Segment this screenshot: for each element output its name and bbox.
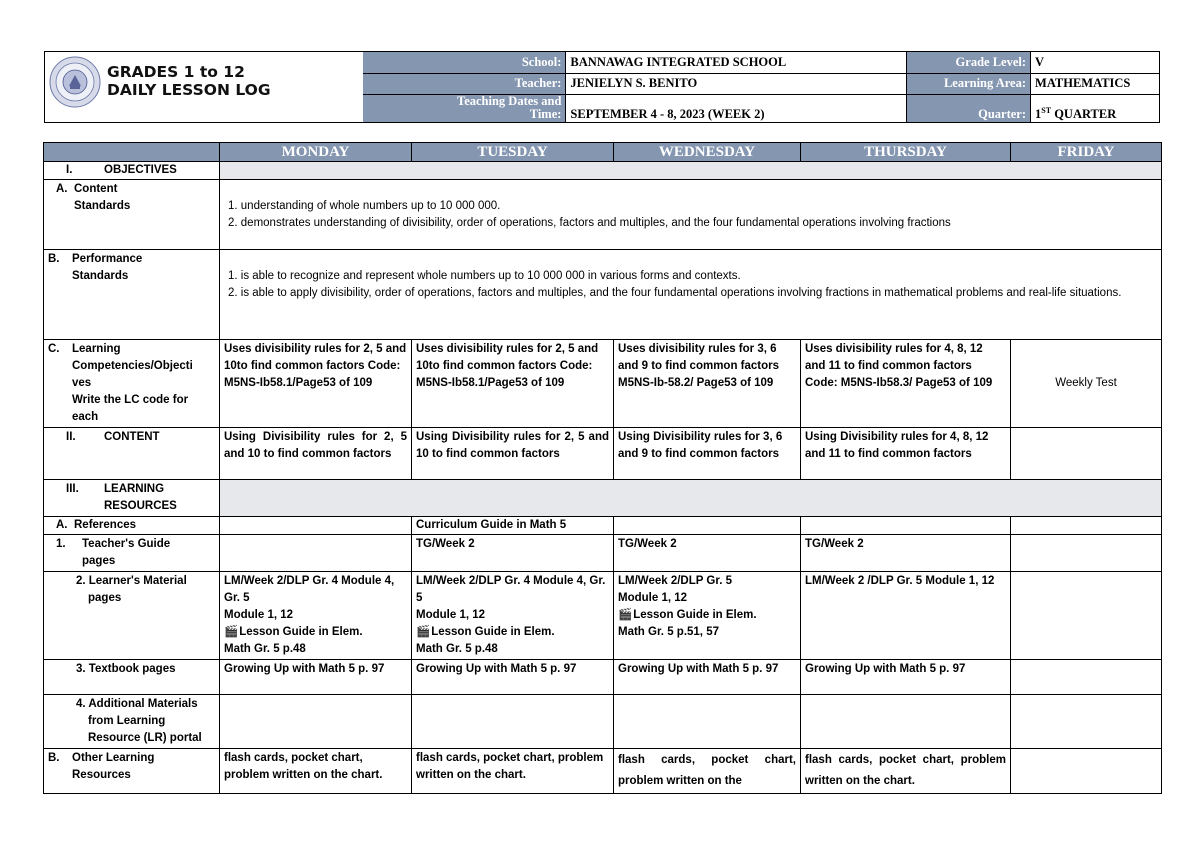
- performance-standard-1: 1. is able to recognize and represent whole numbers up to 10 000 000 in various forms and contexts.: [228, 270, 741, 282]
- quarter-label: Quarter:: [906, 94, 1030, 122]
- additional-materials-label-line3: Resource (LR) portal: [88, 732, 202, 744]
- learning-area-value: MATHEMATICS: [1031, 73, 1159, 94]
- learning-resources-label-line1: LEARNING: [104, 483, 165, 495]
- learners-material-row: [44, 572, 1162, 660]
- references-row: [44, 517, 1162, 535]
- school-value: BANNAWAG INTEGRATED SCHOOL: [566, 52, 906, 73]
- content-mark: II.: [66, 431, 76, 443]
- other-resources-label-line2: Resources: [72, 769, 131, 781]
- clapperboard-icon: 🎬: [224, 626, 239, 638]
- lm-monday-line4: Math Gr. 5 p.48: [224, 643, 306, 655]
- other-resources-row: [44, 749, 1162, 794]
- teachers-guide-label-line1: Teacher's Guide: [82, 538, 171, 550]
- learning-area-label: Learning Area:: [906, 73, 1030, 94]
- dll-header: [44, 51, 1160, 123]
- content-thursday: Using Divisibility rules for 4, 8, 12 and 11 to find common factors: [801, 428, 1011, 480]
- additional-materials-label-line2: from Learning: [88, 715, 166, 727]
- content-standard-2: 2. demonstrates understanding of divisibility, order of operations, factors and multiples, and the four fundamental operations involving fractions: [228, 217, 951, 229]
- competencies-row: [44, 340, 1162, 428]
- clapperboard-icon: 🎬: [416, 626, 431, 638]
- teachers-guide-label: [44, 535, 220, 572]
- content-label: [44, 428, 220, 480]
- teaching-dates-label-line2: Time:: [529, 107, 562, 121]
- day-thursday: THURSDAY: [801, 143, 1011, 162]
- lm-monday-line2: Module 1, 12: [224, 609, 294, 621]
- performance-standards-label: [44, 250, 220, 340]
- competency-monday: Uses divisibility rules for 2, 5 and 10to find common factors Code: M5NS-Ib58.1/Page53 of 109: [220, 340, 412, 428]
- references-monday: [220, 517, 412, 535]
- other-resources-friday: [1011, 749, 1162, 794]
- day-wednesday: WEDNESDAY: [614, 143, 801, 162]
- quarter-value: [1031, 94, 1159, 122]
- other-resources-mark: B.: [48, 752, 60, 764]
- day-header-corner: [44, 143, 220, 162]
- additional-materials-monday: [220, 695, 412, 749]
- learners-material-label: [44, 572, 220, 660]
- additional-materials-tuesday: [412, 695, 614, 749]
- content-standards-label: [44, 180, 220, 250]
- performance-standards-label-line2: Standards: [72, 270, 129, 282]
- clapperboard-icon: 🎬: [618, 609, 633, 621]
- performance-standards-text: [220, 250, 1162, 340]
- learning-resources-row: [44, 480, 1162, 517]
- competency-tuesday: Uses divisibility rules for 2, 5 and 10to find common factors Code: M5NS-Ib58.1/Page53 of 109: [412, 340, 614, 428]
- references-label: [44, 517, 220, 535]
- learners-material-thursday: LM/Week 2 /DLP Gr. 5 Module 1, 12: [801, 572, 1011, 660]
- grade-level-label: Grade Level:: [906, 52, 1030, 73]
- teachers-guide-monday: [220, 535, 412, 572]
- teachers-guide-friday: [1011, 535, 1162, 572]
- lm-wednesday-line4: Math Gr. 5 p.51, 57: [618, 626, 719, 638]
- learners-material-label-line2: pages: [88, 592, 122, 604]
- other-resources-wednesday: flash cards, pocket chart, problem written on the: [614, 749, 801, 794]
- learners-material-wednesday: [614, 572, 801, 660]
- teachers-guide-label-line2: pages: [82, 555, 116, 567]
- content-row: [44, 428, 1162, 480]
- objectives-row: [44, 162, 1162, 180]
- references-wednesday: [614, 517, 801, 535]
- teachers-guide-tuesday: TG/Week 2: [412, 535, 614, 572]
- lm-monday-line3: Lesson Guide in Elem.: [239, 626, 363, 638]
- content-standard-1: 1. understanding of whole numbers up to 10 000 000.: [228, 200, 501, 212]
- performance-standards-row: [44, 250, 1162, 340]
- textbook-monday: Growing Up with Math 5 p. 97: [220, 660, 412, 695]
- performance-standard-2: 2. is able to apply divisibility, order of operations, factors and multiples, and the four fundamental operations involving fractions in mathematical problems and real-life situations.: [228, 287, 1122, 299]
- competencies-label: [44, 340, 220, 428]
- competency-friday: Weekly Test: [1011, 340, 1162, 428]
- content-standards-row: [44, 180, 1162, 250]
- teachers-guide-mark: 1.: [56, 538, 66, 550]
- teaching-dates-label-line1: Teaching Dates and: [457, 94, 562, 108]
- textbook-label: 3. Textbook pages: [44, 660, 220, 695]
- textbook-thursday: Growing Up with Math 5 p. 97: [801, 660, 1011, 695]
- competencies-label-line5: each: [72, 411, 99, 423]
- lm-tuesday-line2: Module 1, 12: [416, 609, 486, 621]
- learners-material-tuesday: [412, 572, 614, 660]
- other-resources-tuesday: flash cards, pocket chart, problem written on the chart.: [412, 749, 614, 794]
- teachers-guide-row: [44, 535, 1162, 572]
- day-header-row: [44, 143, 1162, 162]
- learning-resources-label: [44, 480, 220, 517]
- objectives-fill: [220, 162, 1162, 180]
- content-friday: [1011, 428, 1162, 480]
- other-resources-label-line1: Other Learning: [72, 752, 155, 764]
- header-title-block: [45, 52, 364, 122]
- references-mark: A.: [56, 519, 68, 531]
- lm-wednesday-line3: Lesson Guide in Elem.: [633, 609, 757, 621]
- teachers-guide-wednesday: TG/Week 2: [614, 535, 801, 572]
- objectives-mark: I.: [66, 164, 73, 176]
- content-tuesday: Using Divisibility rules for 2, 5 and 10 to find common factors: [412, 428, 614, 480]
- teaching-dates-value: SEPTEMBER 4 - 8, 2023 (WEEK 2): [566, 94, 906, 122]
- lesson-log-table: [43, 142, 1162, 794]
- title-line-1: GRADES 1 to 12: [107, 63, 245, 81]
- day-monday: MONDAY: [220, 143, 412, 162]
- textbook-tuesday: Growing Up with Math 5 p. 97: [412, 660, 614, 695]
- textbook-friday: [1011, 660, 1162, 695]
- performance-standards-mark: B.: [48, 253, 60, 265]
- competency-wednesday: Uses divisibility rules for 3, 6 and 9 to find common factors M5NS-Ib-58.2/ Page53 of 109: [614, 340, 801, 428]
- lm-tuesday-line3: Lesson Guide in Elem.: [431, 626, 555, 638]
- performance-standards-label-line1: Performance: [72, 253, 143, 265]
- content-standards-mark: A.: [56, 183, 68, 195]
- lm-tuesday-line1: LM/Week 2/DLP Gr. 4 Module 4, Gr. 5: [416, 575, 606, 604]
- objectives-text: OBJECTIVES: [104, 164, 177, 176]
- quarter-suffix: ST: [1041, 105, 1052, 115]
- document-title: [107, 63, 271, 99]
- deped-seal-icon: [49, 56, 101, 108]
- competencies-label-line4: Write the LC code for: [72, 394, 189, 406]
- content-label-text: CONTENT: [104, 431, 160, 443]
- quarter-number: 1: [1035, 107, 1042, 121]
- additional-materials-wednesday: [614, 695, 801, 749]
- header-info-table: [363, 52, 1159, 122]
- day-tuesday: TUESDAY: [412, 143, 614, 162]
- additional-materials-label-line1: 4. Additional Materials: [76, 698, 198, 710]
- references-thursday: [801, 517, 1011, 535]
- textbook-row: [44, 660, 1162, 695]
- textbook-wednesday: Growing Up with Math 5 p. 97: [614, 660, 801, 695]
- grade-level-value: V: [1031, 52, 1159, 73]
- lm-tuesday-line4: Math Gr. 5 p.48: [416, 643, 498, 655]
- day-friday: FRIDAY: [1011, 143, 1162, 162]
- teacher-value: JENIELYN S. BENITO: [566, 73, 906, 94]
- additional-materials-thursday: [801, 695, 1011, 749]
- other-resources-thursday: flash cards, pocket chart, problem written on the chart.: [801, 749, 1011, 794]
- school-label: School:: [363, 52, 566, 73]
- other-resources-label: [44, 749, 220, 794]
- content-standards-text: [220, 180, 1162, 250]
- quarter-word: QUARTER: [1051, 107, 1117, 121]
- competencies-label-line3: ves: [72, 377, 92, 389]
- teaching-dates-label: [363, 94, 566, 122]
- competencies-label-line2: Competencies/Objecti: [72, 360, 193, 372]
- references-label-text: References: [74, 519, 137, 531]
- objectives-label: [44, 162, 220, 180]
- learners-material-label-line1: 2. Learner's Material: [76, 575, 187, 587]
- competency-thursday: Uses divisibility rules for 4, 8, 12 and 11 to find common factors Code: M5NS-Ib58.3/ Page53 of 109: [801, 340, 1011, 428]
- additional-materials-label: [44, 695, 220, 749]
- learners-material-monday: [220, 572, 412, 660]
- teachers-guide-thursday: TG/Week 2: [801, 535, 1011, 572]
- competencies-mark: C.: [48, 343, 60, 355]
- content-standards-label-line1: Content: [74, 183, 118, 195]
- content-standards-label-line2: Standards: [74, 200, 131, 212]
- lm-wednesday-line1: LM/Week 2/DLP Gr. 5: [618, 575, 732, 587]
- title-line-2: DAILY LESSON LOG: [107, 81, 271, 99]
- teacher-label: Teacher:: [363, 73, 566, 94]
- learners-material-friday: [1011, 572, 1162, 660]
- lm-wednesday-line2: Module 1, 12: [618, 592, 688, 604]
- learning-resources-fill: [220, 480, 1162, 517]
- competencies-label-line1: Learning: [72, 343, 121, 355]
- content-wednesday: Using Divisibility rules for 3, 6 and 9 to find common factors: [614, 428, 801, 480]
- learning-resources-label-line2: RESOURCES: [104, 500, 177, 512]
- additional-materials-row: [44, 695, 1162, 749]
- content-monday: Using Divisibility rules for 2, 5 and 10 to find common factors: [220, 428, 412, 480]
- other-resources-monday: flash cards, pocket chart, problem written on the chart.: [220, 749, 412, 794]
- additional-materials-friday: [1011, 695, 1162, 749]
- references-tuesday: Curriculum Guide in Math 5: [412, 517, 614, 535]
- learning-resources-mark: III.: [66, 483, 79, 495]
- references-friday: [1011, 517, 1162, 535]
- lm-monday-line1: LM/Week 2/DLP Gr. 4 Module 4, Gr. 5: [224, 575, 395, 604]
